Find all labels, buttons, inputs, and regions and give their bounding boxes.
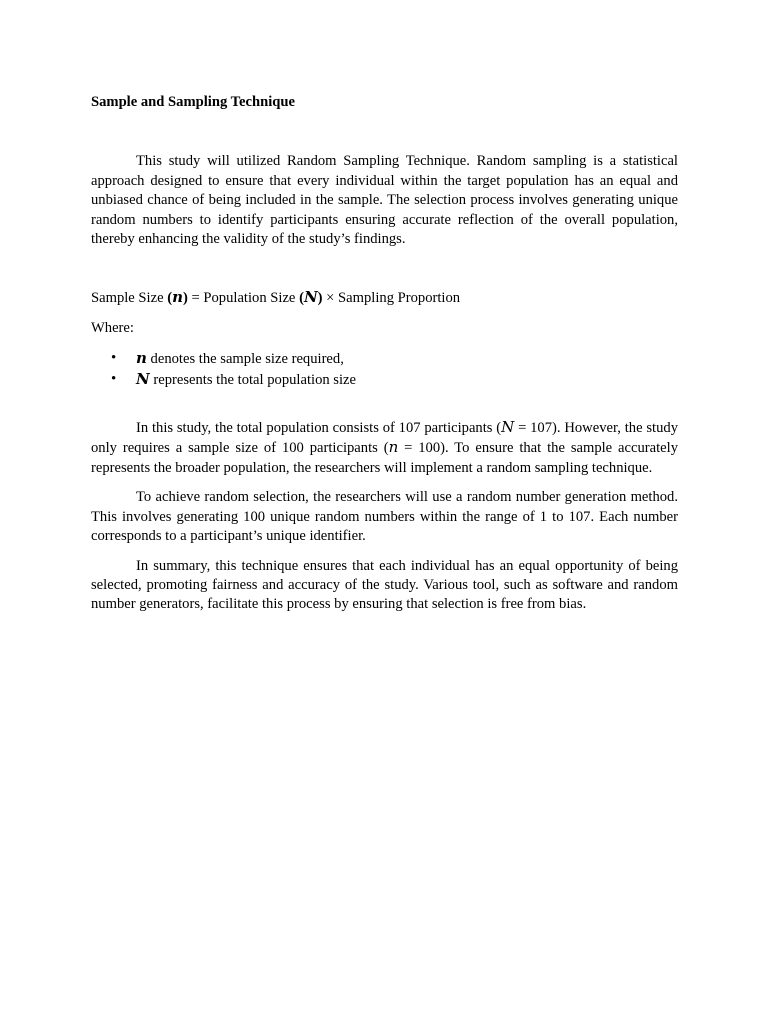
formula-text-3: × Sampling Proportion: [322, 290, 461, 307]
bullet-text-N: represents the total population size: [149, 371, 356, 388]
bullet-text-n: denotes the sample size required,: [146, 351, 344, 368]
summary-paragraph: In summary, this technique ensures that each individual has an equal opportunity of being selected, promoting fairness and accuracy of the study. Various tool, such as software and random number generators, facilitate this process by ensuring that selection is free from bias.: [91, 557, 678, 613]
where-label: Where:: [91, 319, 134, 336]
bullet-symbol-n: n: [136, 349, 147, 368]
list-item: [91, 349, 678, 369]
intro-paragraph: This study will utilized Random Sampling Technique. Random sampling is a statistical approach designed to ensure that every individual within the target population has an equal and unbiased chance of being included in the sample. The selection process involves generating unique random numbers to identify participants ensuring accurate reflection of the overall population, thereby enhancing the validity of the study’s findings.: [91, 153, 678, 248]
para3-var-N: N: [501, 418, 515, 437]
para3-text-1: In this study, the total population consists of 107 participants (: [136, 420, 502, 437]
bullet-symbol-N: N: [136, 369, 150, 388]
sample-size-formula: [91, 288, 678, 308]
formula-paren-close-2: ): [317, 290, 323, 307]
formula-var-n: n: [172, 288, 183, 307]
bullet-marker: •: [111, 370, 117, 387]
para3-text-3: = 100). To ensure that the sample accurately represents the broader population, the researchers will implement a random sampling technique.: [91, 440, 678, 476]
document-body: [91, 93, 678, 615]
variable-definitions-list: [91, 349, 678, 390]
list-item: [91, 370, 678, 390]
bullet-marker: •: [111, 350, 117, 367]
para3-var-n: n: [388, 438, 399, 457]
formula-text-1: Sample Size: [91, 290, 168, 307]
formula-paren-close-1: ): [182, 290, 188, 307]
formula-var-N: N: [303, 288, 318, 307]
selection-method-paragraph: To achieve random selection, the researchers will use a random number generation method. This involves generating 100 unique random numbers within the range of 1 to 107. Each number corresponds to a participant’s unique identifier.: [91, 489, 678, 545]
formula-text-2: = Population Size: [187, 290, 300, 307]
formula-paren-open-1: (: [167, 290, 173, 307]
formula-paren-open-2: (: [299, 290, 304, 307]
population-paragraph: [91, 418, 678, 478]
section-heading: Sample and Sampling Technique: [91, 94, 295, 110]
para3-text-2: = 107). However, the study only requires a sample size of 100 participants (: [91, 420, 678, 457]
